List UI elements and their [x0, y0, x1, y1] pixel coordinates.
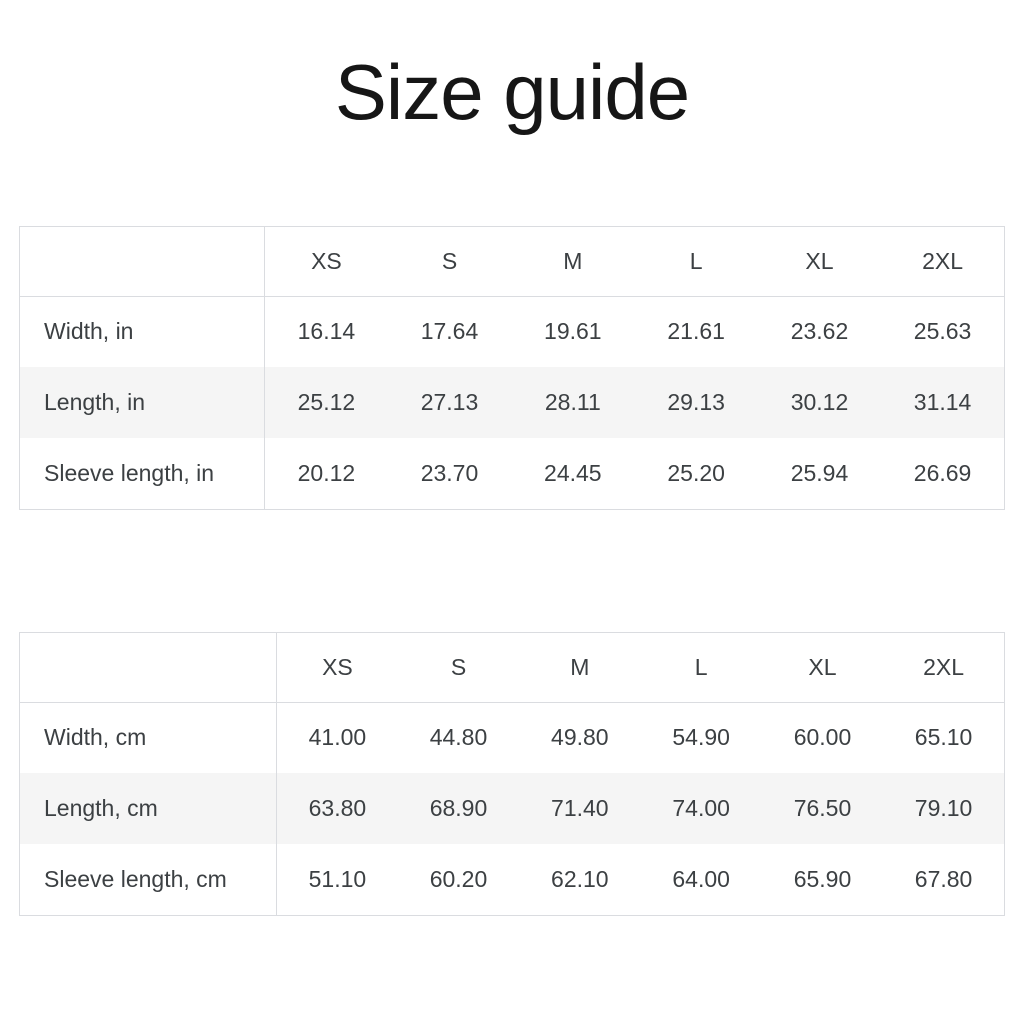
- measurement-value-cell: 68.90: [429, 795, 488, 822]
- measurement-value-cell: 30.12: [790, 389, 849, 416]
- measurement-row-label: Width, cm: [20, 702, 277, 773]
- measurement-value-cell: 25.20: [667, 459, 725, 486]
- measurement-value-cell: 74.00: [672, 795, 730, 822]
- size-column-header: M: [511, 226, 634, 296]
- measurement-value-cell: 17.64: [420, 318, 479, 345]
- size-column-header: M: [519, 632, 640, 702]
- measurement-row: [20, 702, 1005, 773]
- measurement-value-cell: 71.40: [551, 795, 609, 822]
- size-column-header: 2XL: [881, 226, 1004, 296]
- measurement-value-cell: 76.50: [793, 795, 852, 822]
- measurement-value-cell: 44.80: [429, 724, 488, 751]
- measurement-value-cell: 65.10: [914, 724, 973, 751]
- measurement-value-cell: 25.12: [297, 389, 356, 416]
- corner-cell: [20, 226, 265, 296]
- measurement-value-cell: 67.80: [914, 865, 973, 892]
- measurement-row: [20, 773, 1005, 844]
- measurement-value-cell: 25.63: [913, 318, 972, 345]
- measurement-value-cell: 23.62: [790, 318, 849, 345]
- size-column-header: XL: [758, 226, 881, 296]
- measurement-row-label: Width, in: [20, 296, 265, 367]
- measurement-value-cell: 49.80: [551, 724, 609, 751]
- size-column-header: XL: [762, 632, 883, 702]
- measurement-value-cell: 51.10: [308, 865, 367, 892]
- size-column-header: 2XL: [883, 632, 1004, 702]
- size-guide-page: [0, 48, 1024, 1024]
- measurement-value-cell: 28.11: [544, 389, 601, 416]
- measurement-value-cell: 23.70: [420, 459, 479, 486]
- measurement-value-cell: 62.10: [551, 865, 609, 892]
- measurement-value-cell: 65.90: [793, 865, 852, 892]
- measurement-row: [20, 844, 1005, 915]
- measurement-value-cell: 19.61: [544, 318, 602, 345]
- measurement-value-cell: 31.14: [913, 389, 972, 416]
- size-table-centimeters-header: [20, 632, 1005, 702]
- size-column-header: S: [388, 226, 511, 296]
- measurement-row-label: Sleeve length, in: [20, 438, 265, 509]
- measurement-value-cell: 60.20: [429, 865, 488, 892]
- size-table-centimeters-body: [20, 702, 1005, 915]
- measurement-value-cell: 60.00: [793, 724, 852, 751]
- measurement-value-cell: 25.94: [790, 459, 849, 486]
- corner-cell: [20, 632, 277, 702]
- measurement-value-cell: 16.14: [297, 318, 356, 345]
- measurement-row: [20, 367, 1005, 438]
- measurement-row: [20, 438, 1005, 509]
- measurement-value-cell: 21.61: [667, 318, 725, 345]
- measurement-value-cell: 20.12: [297, 459, 356, 486]
- measurement-value-cell: 79.10: [914, 795, 973, 822]
- size-column-header: S: [398, 632, 519, 702]
- size-table-inches-body: [20, 296, 1005, 509]
- measurement-value-cell: 54.90: [672, 724, 730, 751]
- measurement-row: [20, 296, 1005, 367]
- measurement-value-cell: 63.80: [308, 795, 367, 822]
- size-table-inches-header: [20, 226, 1005, 296]
- size-column-header: XS: [277, 632, 398, 702]
- size-header-row: [20, 632, 1005, 702]
- measurement-value-cell: 64.00: [672, 865, 730, 892]
- size-table-centimeters: [19, 632, 1005, 916]
- measurement-value-cell: 41.00: [308, 724, 367, 751]
- measurement-value-cell: 27.13: [420, 389, 479, 416]
- size-table-inches: [19, 226, 1005, 510]
- measurement-row-label: Length, cm: [20, 773, 277, 844]
- size-column-header: L: [640, 632, 761, 702]
- measurement-value-cell: 29.13: [667, 389, 725, 416]
- measurement-value-cell: 24.45: [544, 459, 602, 486]
- size-column-header: L: [634, 226, 757, 296]
- measurement-row-label: Length, in: [20, 367, 265, 438]
- page-title: Size guide: [334, 48, 690, 136]
- size-header-row: [20, 226, 1005, 296]
- measurement-value-cell: 26.69: [913, 459, 972, 486]
- measurement-row-label: Sleeve length, cm: [20, 844, 277, 915]
- size-column-header: XS: [265, 226, 388, 296]
